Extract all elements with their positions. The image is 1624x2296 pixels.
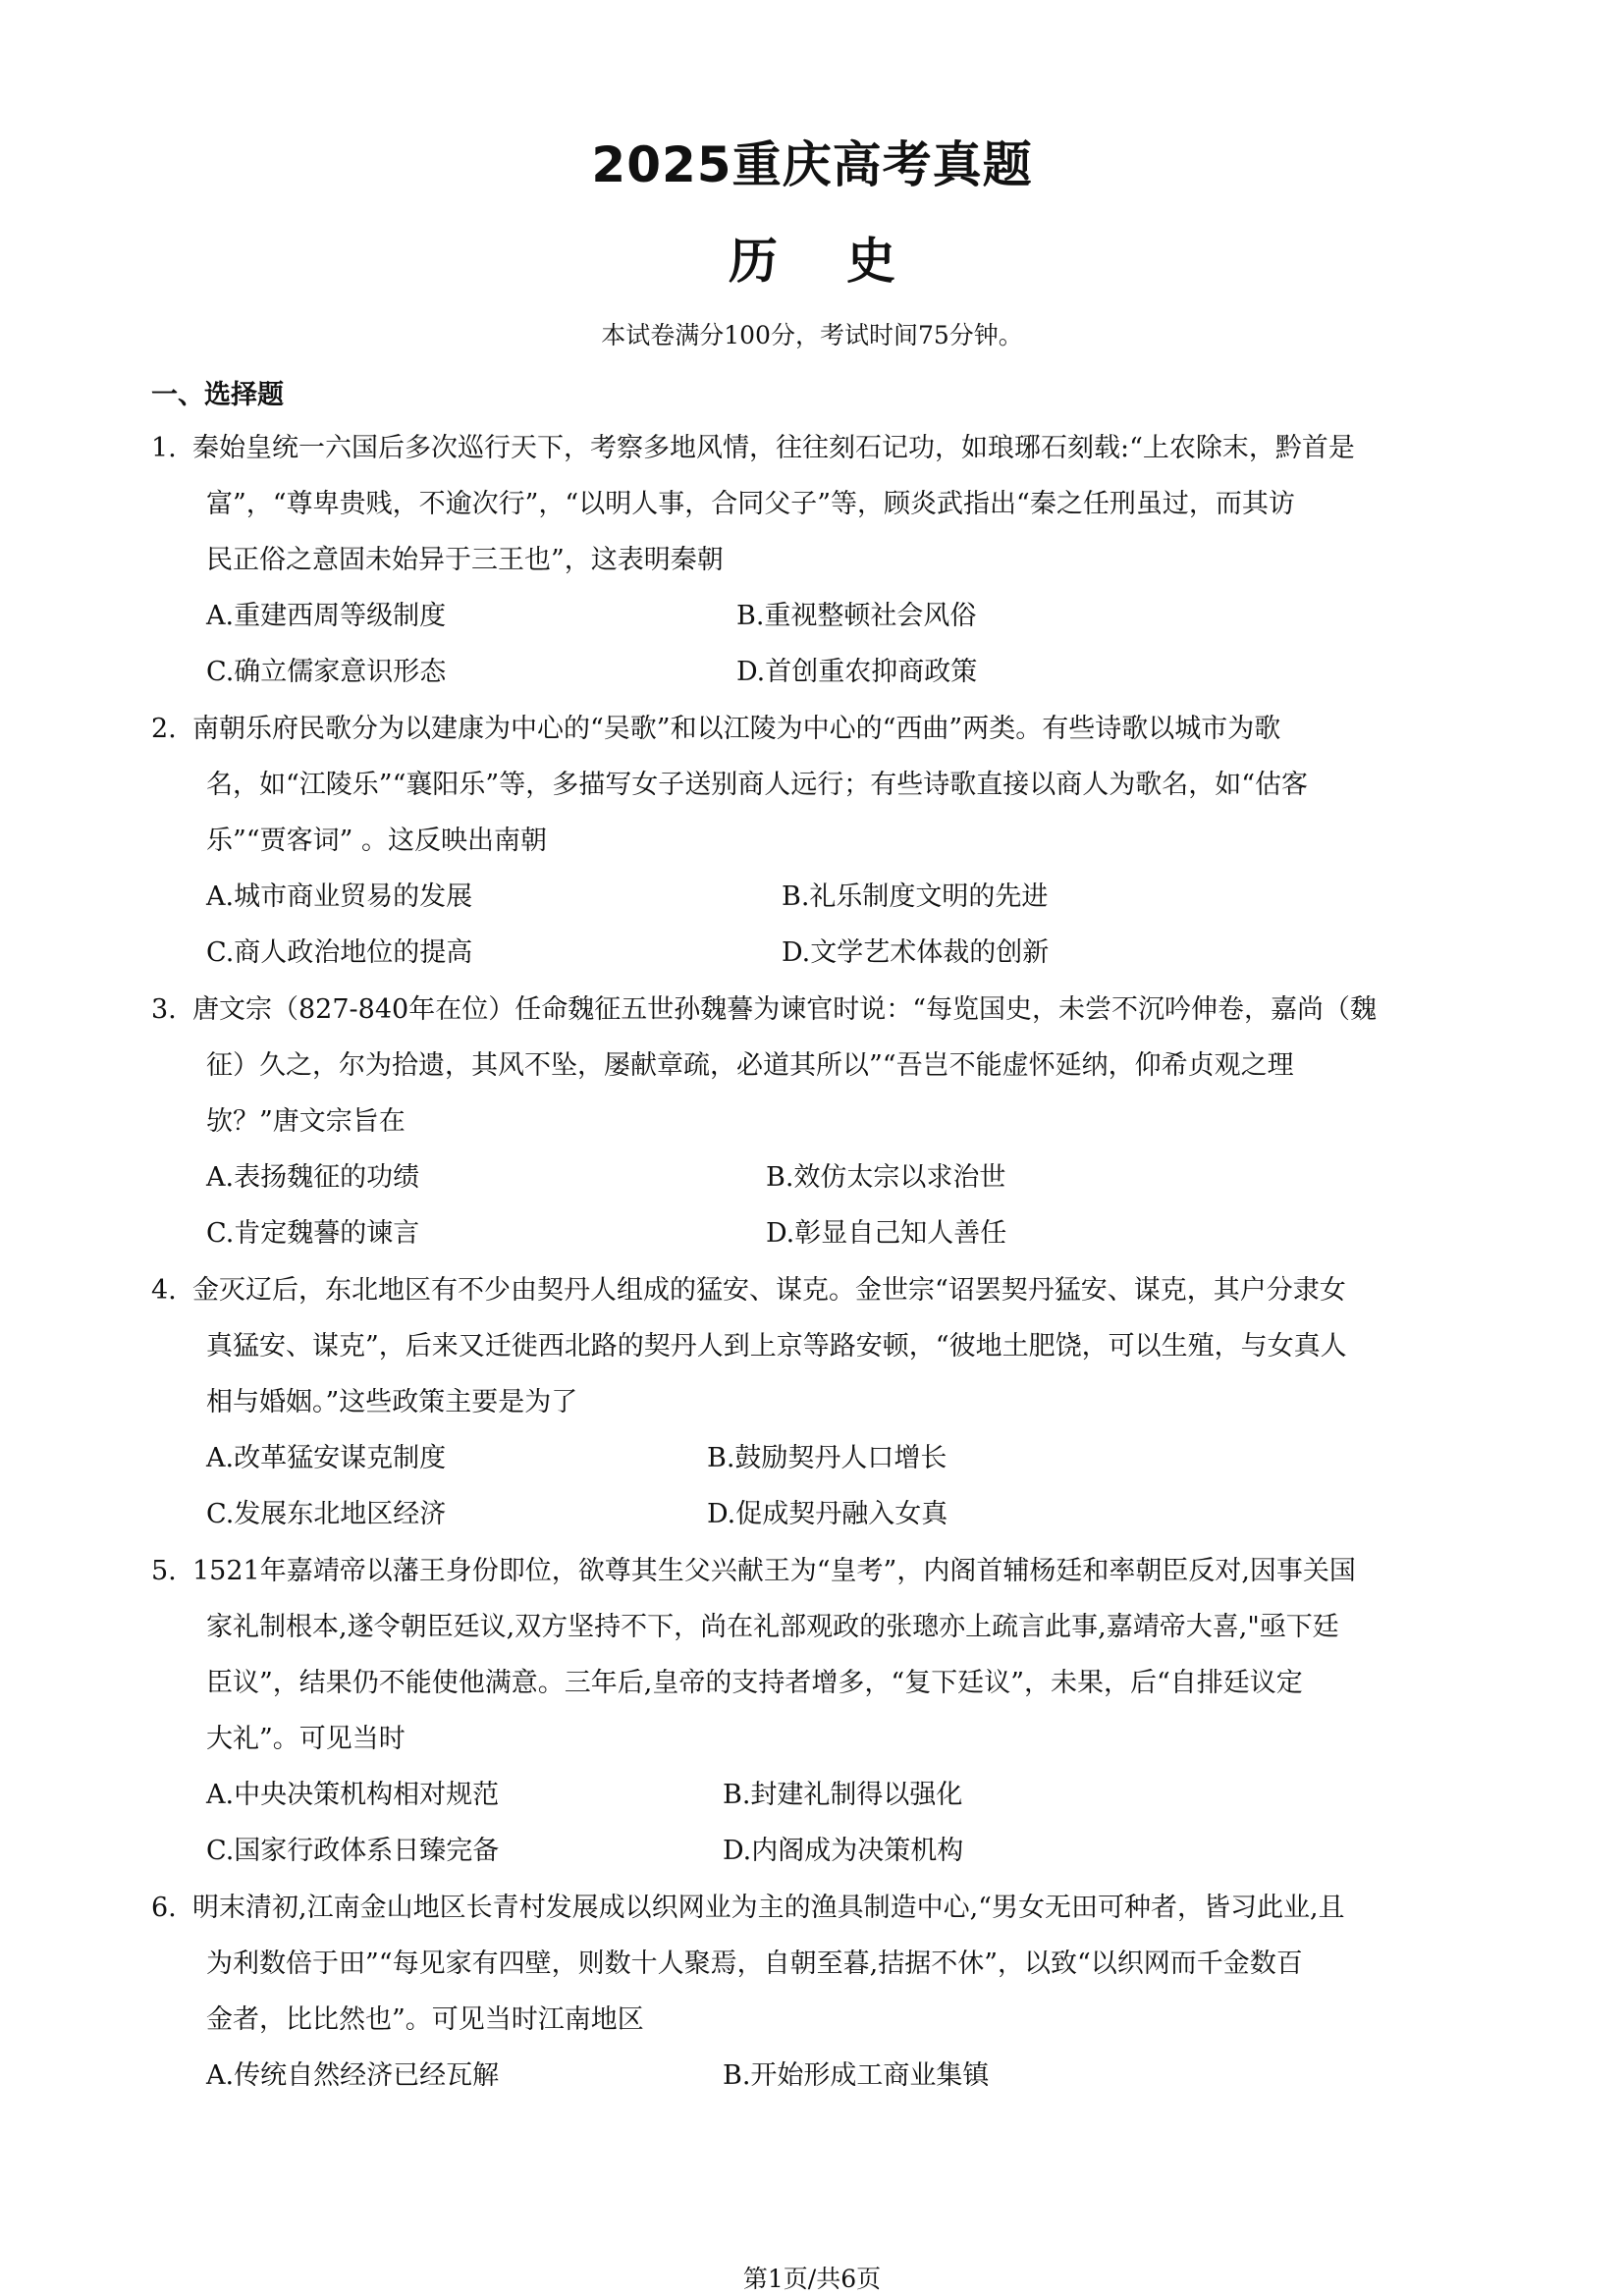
option-c[interactable]: C.商人政治地位的提高 — [206, 937, 473, 968]
option-a[interactable]: A.传统自然经济已经瓦解 — [206, 2060, 500, 2091]
stem-line: 金灭辽后，东北地区有不少由契丹人组成的猛安、谋克。金世宗“诏罢契丹猛安、谋克，其户分隶女 — [192, 1275, 1346, 1306]
question-1 — [151, 420, 1487, 700]
stem-line: 大礼”。可见当时 — [206, 1724, 406, 1754]
option-c[interactable]: C.确立儒家意识形态 — [206, 657, 447, 687]
question-number: 5. — [151, 1556, 177, 1586]
exam-note: 本试卷满分100分，考试时间75分钟。 — [601, 321, 1023, 349]
option-a[interactable]: A.中央决策机构相对规范 — [206, 1780, 500, 1810]
stem-line: 名，如“江陵乐”“襄阳乐”等，多描写女子送别商人远行；有些诗歌直接以商人为歌名，如“估客 — [206, 770, 1309, 800]
page-title: 2025重庆高考真题 — [591, 136, 1033, 193]
stem-line: 相与婚姻。”这些政策主要是为了 — [206, 1387, 578, 1417]
option-d[interactable]: D.促成契丹融入女真 — [707, 1499, 948, 1529]
options-row — [206, 644, 1487, 700]
stem-line: 征）久之，尔为拾遗，其风不坠，屡献章疏，必道其所以”“吾岂不能虚怀延纳，仰希贞观之理 — [206, 1050, 1294, 1081]
option-a[interactable]: A.改革猛安谋克制度 — [206, 1443, 447, 1473]
question-number: 4. — [151, 1275, 177, 1306]
question-number: 2. — [151, 714, 177, 744]
stem-line: 明末清初,江南金山地区长青村发展成以织网业为主的渔具制造中心,“男女无田可种者，皆习此业,且 — [192, 1893, 1345, 1923]
question-stem — [192, 701, 1487, 869]
options-row — [206, 588, 1487, 644]
question-number: 1. — [151, 433, 177, 463]
option-d[interactable]: D.内阁成为决策机构 — [723, 1836, 964, 1866]
question-stem — [192, 420, 1487, 588]
stem-line: 为利数倍于田”“每见家有四壁，则数十人聚焉，自朝至暮,拮据不休”，以致“以织网而千金数百 — [206, 1949, 1303, 1979]
question-2 — [151, 701, 1487, 981]
option-c[interactable]: C.国家行政体系日臻完备 — [206, 1836, 500, 1866]
option-c[interactable]: C.肯定魏謩的谏言 — [206, 1218, 420, 1249]
option-a[interactable]: A.城市商业贸易的发展 — [206, 881, 473, 912]
question-6 — [151, 1880, 1487, 2104]
options-row — [206, 1430, 1487, 1486]
question-stem — [192, 1880, 1487, 2048]
option-b[interactable]: B.效仿太宗以求治世 — [766, 1162, 1006, 1193]
stem-line: 家礼制根本,遂令朝臣廷议,双方坚持不下，尚在礼部观政的张璁亦上疏言此事,嘉靖帝大喜,"亟下廷 — [206, 1612, 1339, 1642]
stem-line: 真猛安、谋克”，后来又迁徙西北路的契丹人到上京等路安顿，“彼地土肥饶，可以生殖，与女真人 — [206, 1331, 1347, 1362]
options-row — [206, 1767, 1487, 1823]
stem-line: 欤？”唐文宗旨在 — [206, 1106, 406, 1137]
question-4 — [151, 1262, 1487, 1542]
option-b[interactable]: B.封建礼制得以强化 — [723, 1780, 963, 1810]
option-d[interactable]: D.彰显自己知人善任 — [766, 1218, 1007, 1249]
option-b[interactable]: B.重视整顿社会风俗 — [736, 601, 977, 631]
stem-line: 金者，比比然也”。可见当时江南地区 — [206, 2004, 644, 2035]
stem-line: 南朝乐府民歌分为以建康为中心的“吴歌”和以江陵为中心的“西曲”两类。有些诗歌以城市为歌 — [192, 714, 1281, 744]
option-d[interactable]: D.首创重农抑商政策 — [736, 657, 978, 687]
stem-line: 富”，“尊卑贵贱，不逾次行”，“以明人事，合同父子”等，顾炎武指出“秦之任刑虽过，而其访 — [206, 489, 1295, 519]
options-row — [206, 2048, 1487, 2104]
question-stem — [192, 982, 1487, 1149]
stem-line: 乐”“贾客词” 。这反映出南朝 — [206, 826, 547, 856]
options-row — [206, 1486, 1487, 1542]
stem-line: 民正俗之意固未始异于三王也”，这表明秦朝 — [206, 545, 724, 575]
options-row — [206, 1823, 1487, 1879]
options-row — [206, 925, 1487, 981]
options-row — [206, 1149, 1487, 1205]
option-a[interactable]: A.表扬魏征的功绩 — [206, 1162, 420, 1193]
stem-line: 唐文宗（827-840年在位）任命魏征五世孙魏謩为谏官时说：“每览国史，未尝不沉吟伸卷，嘉尚（魏 — [192, 994, 1377, 1025]
option-c[interactable]: C.发展东北地区经济 — [206, 1499, 447, 1529]
stem-line: 臣议”，结果仍不能使他满意。三年后,皇帝的支持者增多，“复下廷议”，未果，后“自排廷议定 — [206, 1668, 1303, 1698]
stem-line: 秦始皇统一六国后多次巡行天下，考察多地风情，往往刻石记功，如琅琊石刻载:“上农除末，黔首是 — [192, 433, 1355, 463]
question-stem — [192, 1543, 1487, 1767]
question-3 — [151, 982, 1487, 1261]
question-stem — [192, 1262, 1487, 1430]
option-a[interactable]: A.重建西周等级制度 — [206, 601, 447, 631]
option-b[interactable]: B.鼓励契丹人口增长 — [707, 1443, 947, 1473]
options-row — [206, 869, 1487, 925]
question-5 — [151, 1543, 1487, 1879]
options-row — [206, 1205, 1487, 1261]
subject-title: 历史 — [729, 233, 964, 290]
stem-line: 1521年嘉靖帝以藩王身份即位，欲尊其生父兴献王为“皇考”，内阁首辅杨廷和率朝臣反对,因事关国 — [192, 1556, 1356, 1586]
section-heading: 一、选择题 — [151, 380, 284, 410]
option-d[interactable]: D.文学艺术体裁的创新 — [782, 937, 1050, 968]
option-b[interactable]: B.礼乐制度文明的先进 — [782, 881, 1049, 912]
option-b[interactable]: B.开始形成工商业集镇 — [723, 2060, 990, 2091]
page-footer: 第1页/共6页 — [742, 2265, 882, 2293]
question-number: 3. — [151, 994, 177, 1025]
question-number: 6. — [151, 1893, 177, 1923]
